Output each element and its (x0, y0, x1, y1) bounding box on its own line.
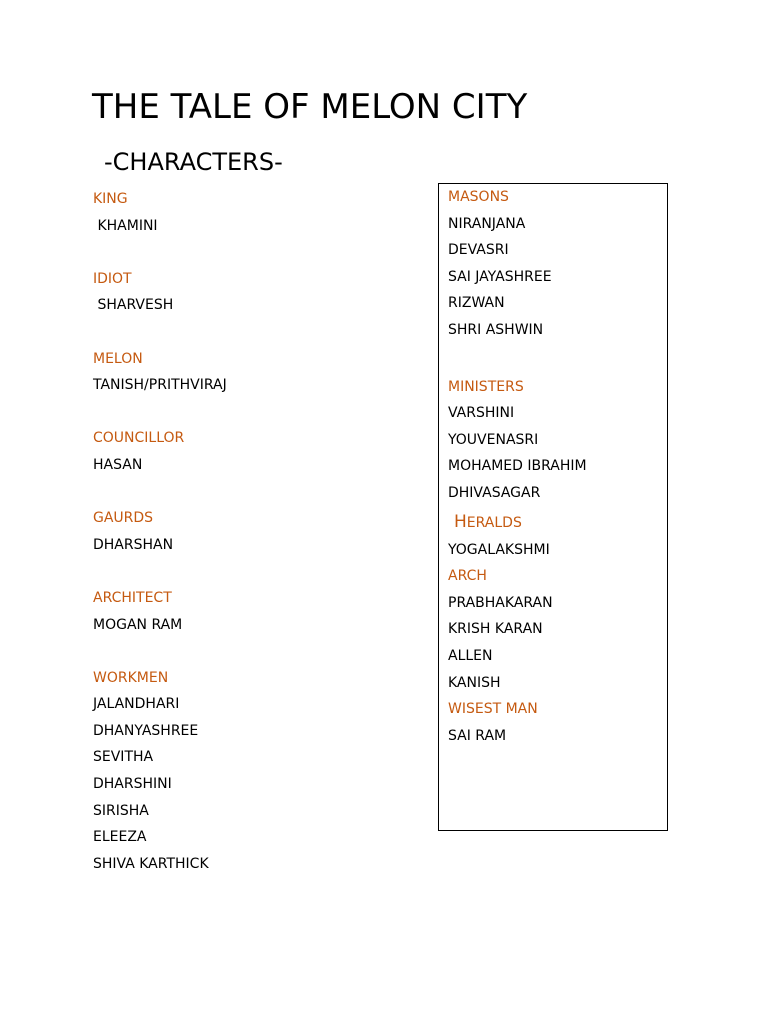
right-character-box (438, 183, 668, 831)
role-heading-arch: ARCH (448, 568, 487, 585)
character-name: NIRANJANA (448, 215, 526, 232)
character-name: KRISH KARAN (448, 621, 543, 638)
character-name: SAI JAYASHREE (448, 268, 552, 285)
character-name: YOGALAKSHMI (448, 541, 550, 558)
role-heading-melon: MELON (93, 350, 143, 367)
document-title: THE TALE OF MELON CITY (92, 87, 528, 127)
character-name: DHARSHINI (93, 776, 172, 793)
character-name: SEVITHA (93, 749, 154, 766)
character-name: DHANYASHREE (93, 722, 199, 739)
character-name: VARSHINI (448, 405, 515, 422)
role-heading-heralds (448, 507, 663, 537)
character-name: SHARVESH (93, 297, 174, 314)
character-name: RIZWAN (448, 295, 505, 312)
character-name: HASAN (93, 456, 143, 473)
character-name: KANISH (448, 674, 501, 691)
role-heading-councillor: COUNCILLOR (93, 430, 185, 447)
character-name: JALANDHARI (93, 696, 180, 713)
character-name: MOHAMED IBRAHIM (448, 458, 587, 475)
character-name: YOUVENASRI (448, 431, 539, 448)
character-name: DEVASRI (448, 242, 509, 259)
character-name: DHIVASAGAR (448, 484, 541, 501)
character-name: DHARSHAN (93, 536, 174, 553)
document-subtitle: -CHARACTERS- (104, 148, 283, 176)
role-heading-ministers: MINISTERS (448, 378, 524, 395)
character-name: KHAMINI (93, 217, 158, 234)
character-name: SHIVA KARTHICK (93, 855, 209, 872)
role-heading-king: KING (93, 191, 128, 207)
character-name: SHRI ASHWIN (448, 321, 544, 338)
character-name: MOGAN RAM (93, 616, 183, 633)
role-heading-masons: MASONS (448, 189, 509, 205)
character-name: ELEEZA (93, 829, 147, 846)
character-name: ALLEN (448, 647, 493, 664)
character-name: SIRISHA (93, 802, 149, 819)
role-heading-idiot: IDIOT (93, 270, 132, 287)
role-heading-gaurds: GAURDS (93, 510, 154, 527)
role-heading-wisest-man: WISEST MAN (448, 701, 538, 718)
character-name: SAI RAM (448, 727, 507, 744)
heralds-rest: ERALDS (466, 514, 522, 531)
character-name: PRABHAKARAN (448, 594, 553, 611)
heralds-initial: H (454, 511, 467, 532)
role-heading-architect: ARCHITECT (93, 589, 172, 606)
role-heading-workmen: WORKMEN (93, 669, 169, 686)
left-character-column (93, 186, 413, 877)
right-character-column (448, 184, 663, 749)
character-name: TANISH/PRITHVIRAJ (93, 377, 227, 394)
